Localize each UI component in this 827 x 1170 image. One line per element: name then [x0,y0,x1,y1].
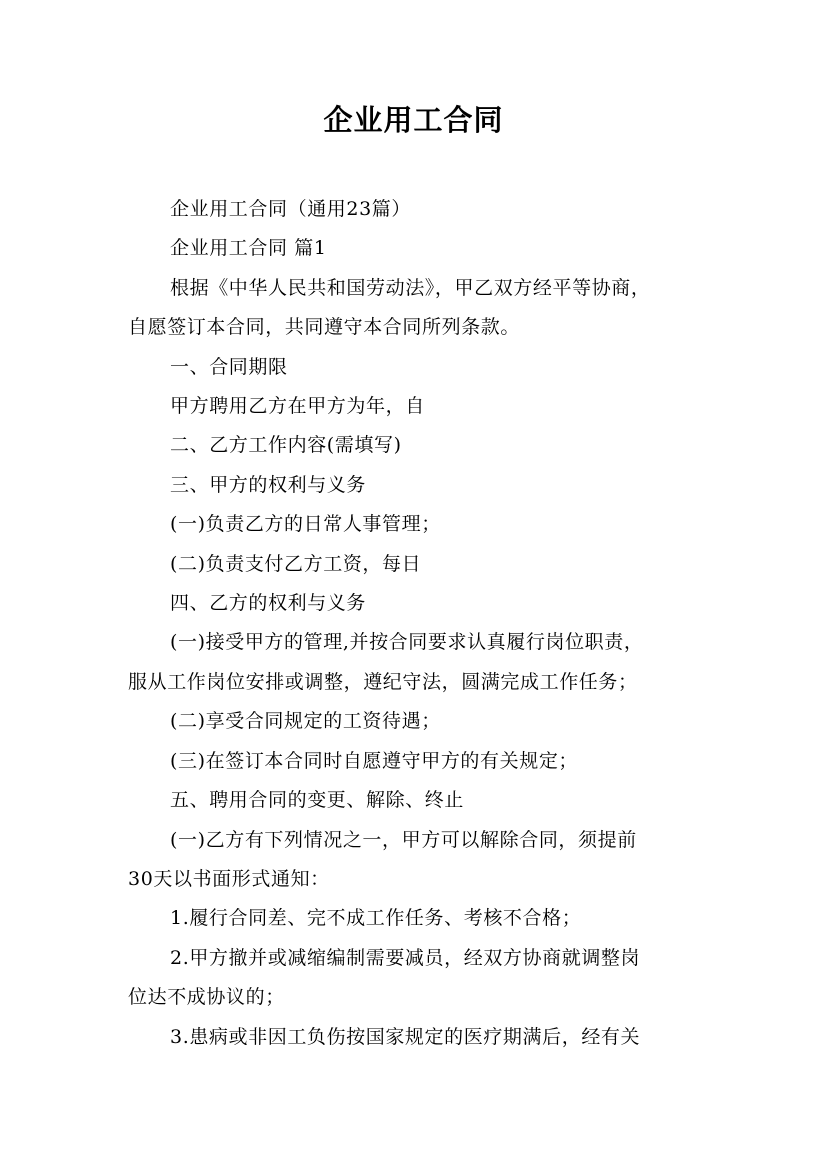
paragraph-line: 四、乙方的权利与义务 [170,592,367,615]
paragraph [128,426,708,465]
paragraph-line: (三)在签订本合同时自愿遵守甲方的有关规定； [170,749,579,772]
paragraph [128,229,708,268]
paragraph-line: (一)接受甲方的管理,并按合同要求认真履行岗位职责， [170,631,644,654]
paragraph-line: 企业用工合同 篇1 [170,237,327,260]
paragraph-line: 1.履行合同差、完不成工作任务、考核不合格； [170,907,582,930]
paragraph [128,623,708,702]
paragraph [128,821,708,900]
paragraph-line: 三、甲方的权利与义务 [170,473,367,496]
paragraph [128,584,708,623]
paragraph-line: 3.患病或非因工负伤按国家规定的医疗期满后，经有关 [170,1025,641,1048]
paragraph-line: (一)乙方有下列情况之一，甲方可以解除合同，须提前 [170,828,637,851]
paragraph [128,505,708,544]
paragraph-line: 自愿签订本合同，共同遵守本合同所列条款。 [128,316,521,339]
paragraph-line: 企业用工合同（通用23篇） [170,198,411,220]
paragraph [128,899,708,938]
paragraph-line: 30天以书面形式通知： [128,867,330,890]
paragraph-line: 二、乙方工作内容(需填写) [170,434,402,457]
document-body [128,190,708,1057]
paragraph [128,545,708,584]
paragraph-line: 甲方聘用乙方在甲方为年，自 [170,395,425,418]
paragraph [128,781,708,820]
paragraph-line: (二)享受合同规定的工资待遇； [170,710,441,733]
paragraph-line: 服从工作岗位安排或调整，遵纪守法，圆满完成工作任务； [128,670,638,693]
paragraph [128,742,708,781]
paragraph [128,939,708,1018]
paragraph-line: 根据《中华人民共和国劳动法》，甲乙双方经平等协商， [170,276,651,299]
paragraph [128,269,708,348]
paragraph-line: (二)负责支付乙方工资，每日 [170,552,422,575]
paragraph [128,387,708,426]
paragraph [128,702,708,741]
paragraph [128,1018,708,1057]
document-title: 企业用工合同 [323,103,504,137]
paragraph-line: 一、合同期限 [170,355,288,378]
paragraph-line: 位达不成协议的； [128,986,285,1009]
paragraph-line: 2.甲方撤并或减缩编制需要减员，经双方协商就调整岗 [170,946,641,969]
paragraph-line: (一)负责乙方的日常人事管理； [170,513,441,536]
paragraph [128,466,708,505]
paragraph [128,348,708,387]
paragraph-line: 五、聘用合同的变更、解除、终止 [170,789,465,812]
paragraph [128,190,708,229]
